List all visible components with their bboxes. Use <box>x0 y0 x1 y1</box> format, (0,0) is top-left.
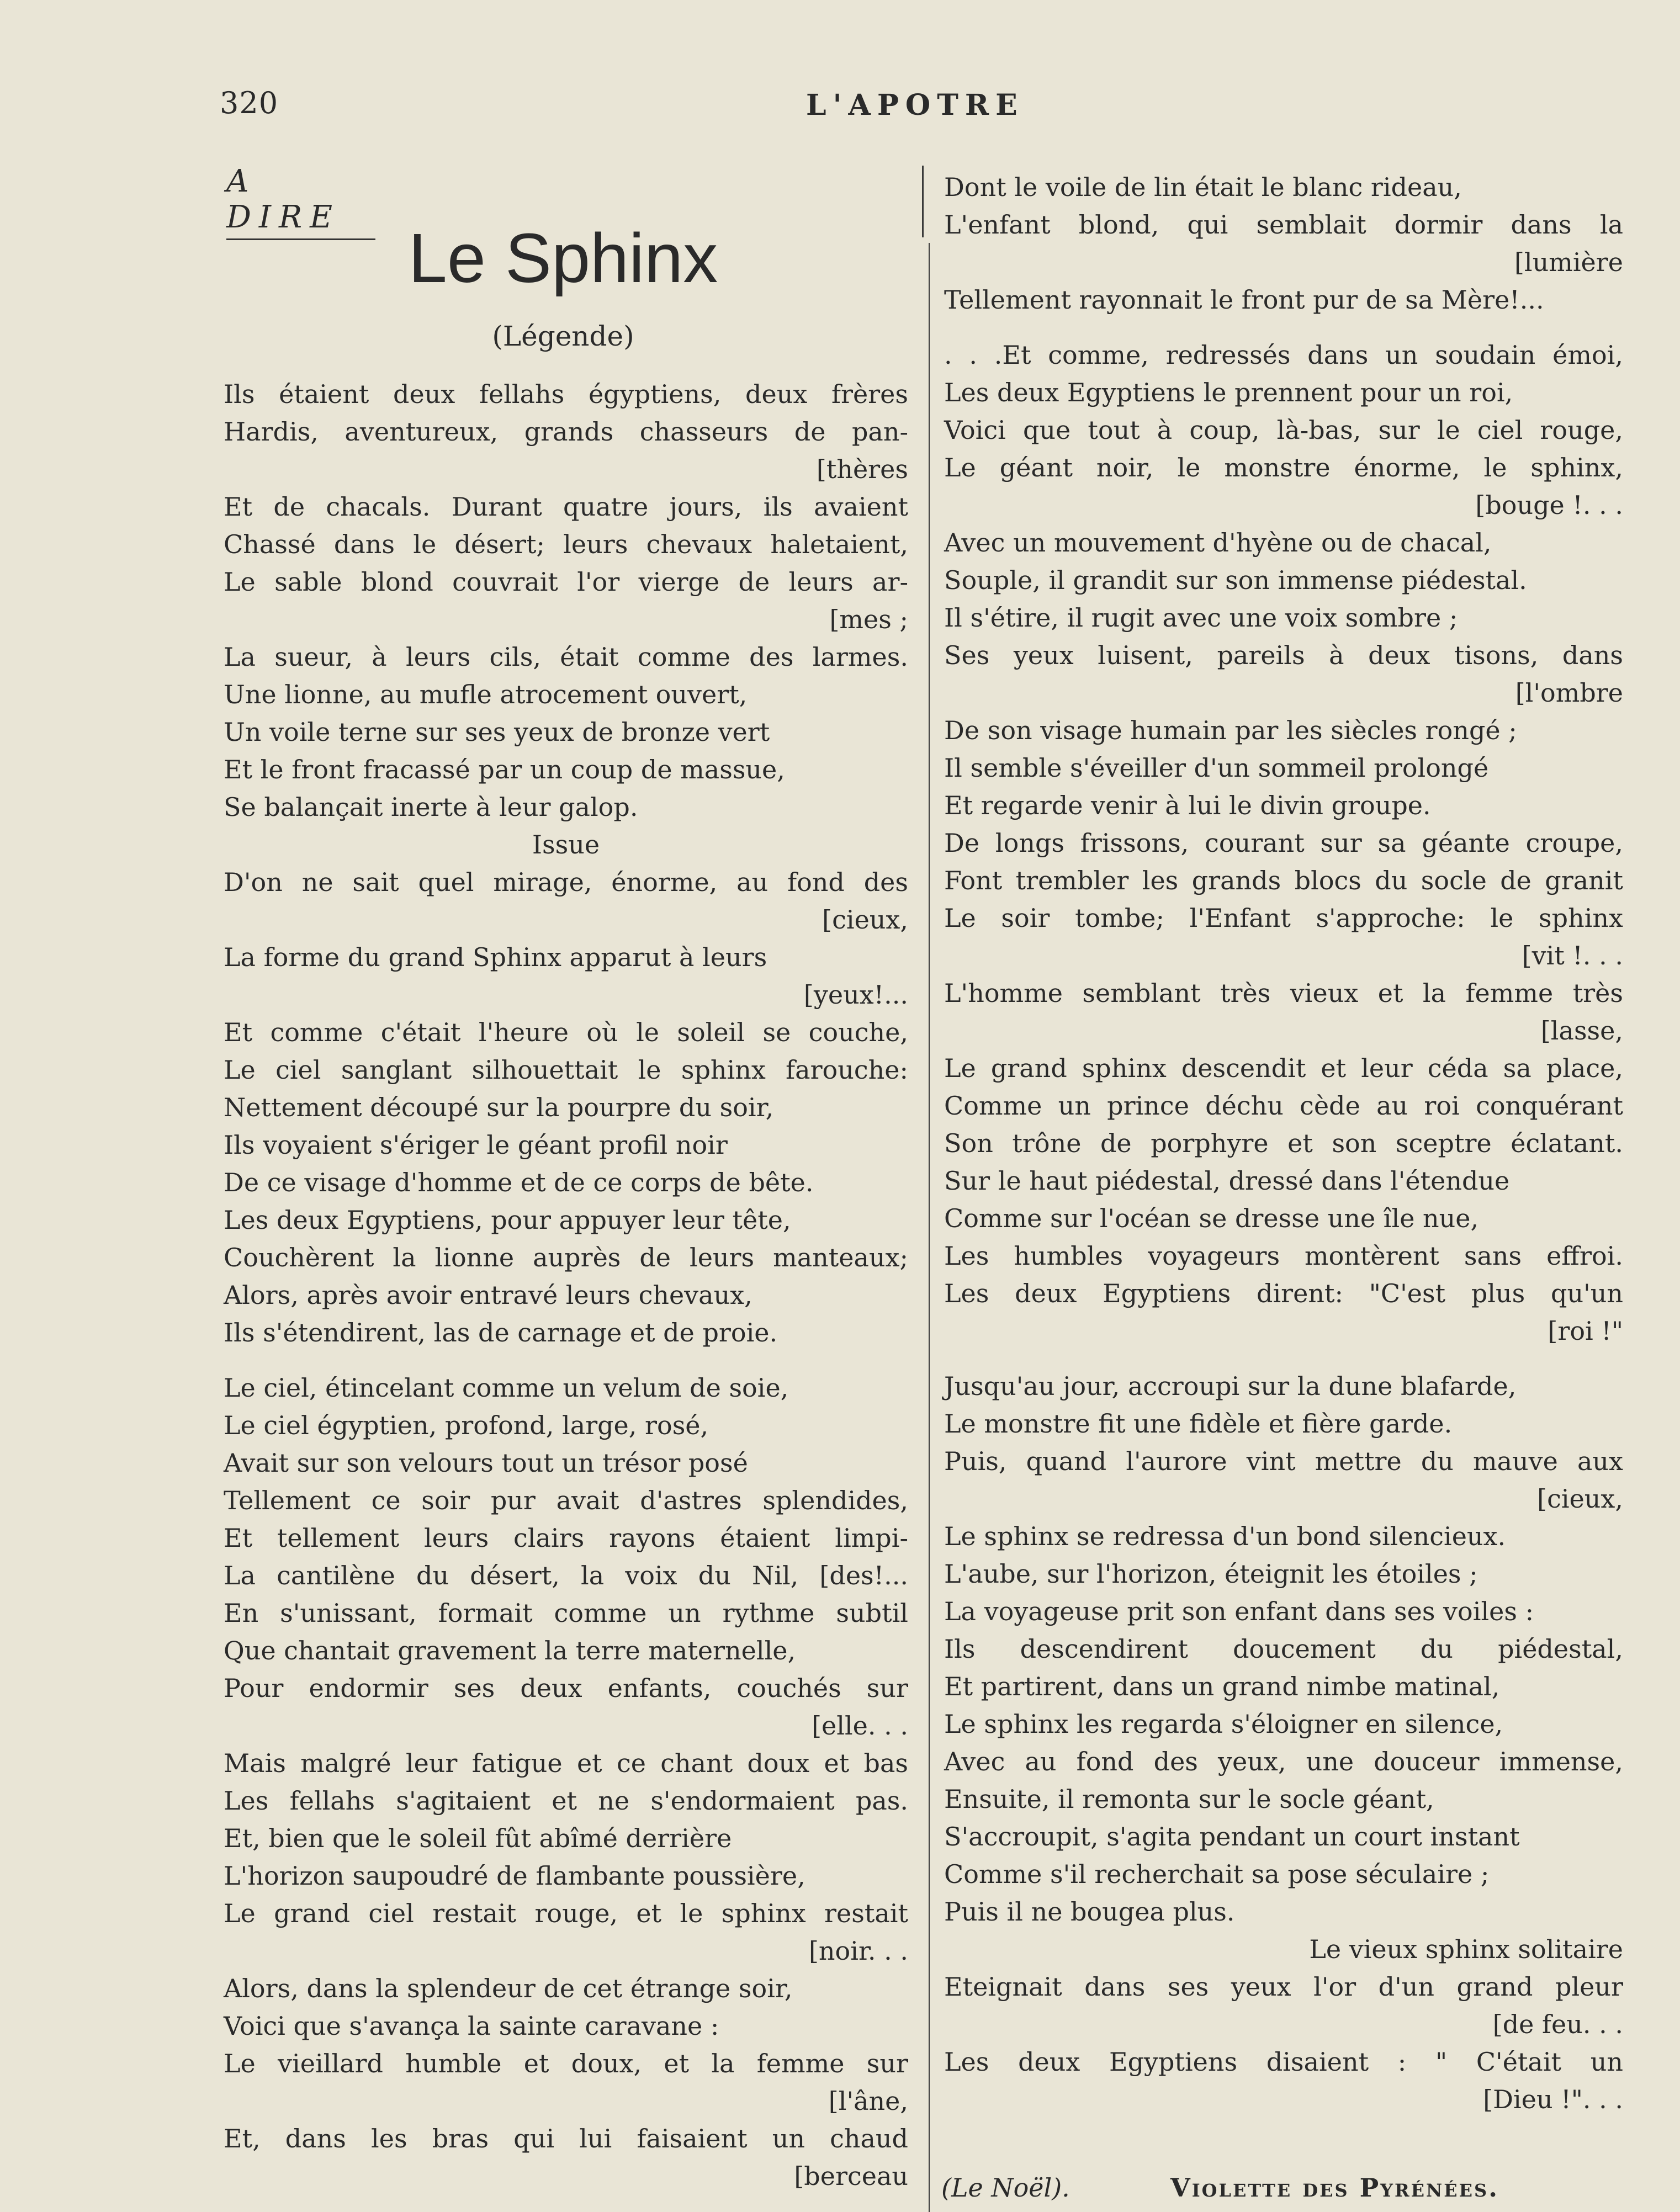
verse-line: Comme sur l'océan se dresse une île nue, <box>944 1203 1479 1233</box>
verse-line: Et comme c'était l'heure où le soleil se couche, <box>224 1017 908 1047</box>
verse-line: Le vieux sphinx solitaire <box>1309 1934 1623 1964</box>
section-rubric: A DIRE <box>226 163 375 240</box>
verse-line: D'on ne sait quel mirage, énorme, au fond des <box>224 867 908 897</box>
verse-line: Ses yeux luisent, pareils à deux tisons, dans <box>944 640 1623 670</box>
verse-line: Ils descendirent doucement du piédestal, <box>944 1634 1623 1664</box>
verse-line: Sur le haut piédestal, dressé dans l'étendue <box>944 1166 1510 1196</box>
verse-line: De son visage humain par les siècles rongé ; <box>944 715 1517 745</box>
verse-line: La sueur, à leurs cils, était comme des larmes. <box>224 642 908 672</box>
verse-line: Eteignait dans ses yeux l'or d'un grand pleur <box>944 1972 1623 2002</box>
verse-line: Et partirent, dans un grand nimbe matinal, <box>944 1672 1500 1701</box>
verse-line: Il semble s'éveiller d'un sommeil prolongé <box>944 753 1489 783</box>
poem-subtitle: (Légende) <box>492 320 634 352</box>
verse-line: Les humbles voyageurs montèrent sans effroi. <box>944 1241 1623 1271</box>
verse-line: La voyageuse prit son enfant dans ses voiles : <box>944 1596 1534 1626</box>
verse-line: [mes ; <box>829 604 908 634</box>
verse-line: Que chantait gravement la terre maternelle, <box>224 1636 796 1665</box>
verse-line: [elle. . . <box>812 1711 908 1741</box>
verse-line: Les deux Egyptiens disaient : " C'était un <box>944 2047 1623 2077</box>
verse-line: Et, bien que le soleil fût abîmé derrière <box>224 1823 732 1853</box>
verse-line: Le sable blond couvrait l'or vierge de leurs ar- <box>224 567 908 597</box>
verse-line: De longs frissons, courant sur sa géante croupe, <box>944 828 1623 858</box>
verse-line: Et regarde venir à lui le divin groupe. <box>944 791 1431 820</box>
verse-line: L'homme semblant très vieux et la femme très <box>944 978 1623 1008</box>
verse-line: Alors, après avoir entravé leurs chevaux, <box>224 1280 752 1310</box>
verse-line: Son trône de porphyre et son sceptre éclatant. <box>944 1128 1623 1158</box>
verse-line: Comme s'il recherchait sa pose séculaire ; <box>944 1859 1490 1889</box>
verse-line: La cantilène du désert, la voix du Nil, [des!... <box>224 1561 908 1590</box>
column-rule <box>929 243 930 2212</box>
verse-line: Puis, quand l'aurore vint mettre du mauve aux <box>944 1446 1623 1476</box>
verse-line: Voici que tout à coup, là-bas, sur le ciel rouge, <box>944 415 1623 445</box>
verse-line: [lumière <box>1514 247 1623 277</box>
running-title: L'APOTRE <box>806 88 1024 122</box>
verse-line: Font trembler les grands blocs du socle de granit <box>944 866 1623 895</box>
verse-line: Puis il ne bougea plus. <box>944 1897 1235 1927</box>
poem-column-right <box>944 168 1623 2118</box>
verse-line: Hardis, aventureux, grands chasseurs de pan- <box>224 417 908 447</box>
verse-line: Pour endormir ses deux enfants, couchés sur <box>224 1673 908 1703</box>
verse-line: Se balançait inerte à leur galop. <box>224 792 638 822</box>
verse-line: Souple, il grandit sur son immense piédestal. <box>944 565 1527 595</box>
verse-line: Alors, dans la splendeur de cet étrange soir, <box>224 1974 793 2003</box>
page-number: 320 <box>220 86 279 120</box>
verse-line: Dont le voile de lin était le blanc rideau, <box>944 172 1462 202</box>
verse-line: Une lionne, au mufle atrocement ouvert, <box>224 680 748 709</box>
verse-line: Un voile terne sur ses yeux de bronze vert <box>224 717 770 747</box>
author-name: Violette des Pyrénées. <box>1170 2173 1499 2203</box>
verse-line: [Dieu !". . . <box>1483 2084 1623 2114</box>
verse-line: L'horizon saupoudré de flambante poussière, <box>224 1861 805 1891</box>
verse-line: Tellement rayonnait le front pur de sa Mère!... <box>944 285 1544 315</box>
verse-line: Le sphinx se redressa d'un bond silencieux. <box>944 1521 1506 1551</box>
verse-line: Voici que s'avança la sainte caravane : <box>224 2011 719 2041</box>
verse-line: Le soir tombe; l'Enfant s'approche: le sphinx <box>944 903 1623 933</box>
verse-line: Le vieillard humble et doux, et la femme sur <box>224 2049 908 2078</box>
verse-line: Mais malgré leur fatigue et ce chant doux et bas <box>224 1748 908 1778</box>
column-rule-top <box>922 166 924 237</box>
verse-line: L'aube, sur l'horizon, éteignit les étoiles ; <box>944 1559 1478 1589</box>
verse-line: Chassé dans le désert; leurs chevaux haletaient, <box>224 529 908 559</box>
verse-line: Ils voyaient s'ériger le géant profil noir <box>224 1130 728 1160</box>
verse-line: Tellement ce soir pur avait d'astres splendides, <box>224 1486 908 1515</box>
verse-line: [vit !. . . <box>1522 941 1623 970</box>
verse-line: [thères <box>816 454 908 484</box>
verse-line: Issue <box>532 830 600 860</box>
verse-line: Ensuite, il remonta sur le socle géant, <box>944 1784 1434 1814</box>
source-credit: (Le Noël). <box>941 2173 1070 2203</box>
poem-column-left <box>224 375 908 2195</box>
verse-line: Le grand sphinx descendit et leur céda sa place, <box>944 1053 1623 1083</box>
verse-line: [lasse, <box>1540 1016 1623 1046</box>
verse-line: Avec au fond des yeux, une douceur immense, <box>944 1747 1623 1776</box>
verse-line: Avait sur son velours tout un trésor posé <box>224 1448 748 1478</box>
verse-line: [cieux, <box>1537 1484 1623 1514</box>
verse-line: Il s'étire, il rugit avec une voix sombre ; <box>944 603 1458 633</box>
verse-line: Et le front fracassé par un coup de massue, <box>224 755 785 784</box>
verse-line: [l'âne, <box>828 2086 908 2116</box>
verse-line: Jusqu'au jour, accroupi sur la dune blafarde, <box>944 1371 1517 1401</box>
verse-line: [cieux, <box>822 905 908 935</box>
verse-line: Les deux Egyptiens dirent: "C'est plus qu'un <box>944 1279 1623 1308</box>
verse-line: [yeux!... <box>803 980 908 1010</box>
verse-line: En s'unissant, formait comme un rythme subtil <box>224 1598 908 1628</box>
verse-line: Le ciel sanglant silhouettait le sphinx farouche: <box>224 1055 908 1085</box>
poem-title: Le Sphinx <box>408 219 718 297</box>
verse-line: Comme un prince déchu cède au roi conquérant <box>944 1091 1623 1121</box>
verse-line: De ce visage d'homme et de ce corps de bête. <box>224 1168 814 1197</box>
verse-line: Couchèrent la lionne auprès de leurs manteaux; <box>224 1243 908 1272</box>
verse-line: S'accroupit, s'agita pendant un court instant <box>944 1822 1520 1852</box>
verse-line: [de feu. . . <box>1492 2009 1623 2039</box>
verse-line: [berceau <box>794 2161 908 2191</box>
verse-line: [noir. . . <box>808 1936 908 1966</box>
verse-line: [roi !" <box>1547 1316 1623 1346</box>
verse-line: Le géant noir, le monstre énorme, le sphinx, <box>944 453 1623 482</box>
verse-line: Le ciel, étincelant comme un velum de soie, <box>224 1373 789 1403</box>
verse-line: Ils étaient deux fellahs égyptiens, deux frères <box>224 379 908 409</box>
verse-line: Les deux Egyptiens le prennent pour un roi, <box>944 378 1513 407</box>
verse-line: Le monstre fit une fidèle et fière garde. <box>944 1409 1453 1439</box>
verse-line: L'enfant blond, qui semblait dormir dans la <box>944 210 1623 240</box>
verse-line: Et de chacals. Durant quatre jours, ils avaient <box>224 492 908 522</box>
verse-line: Nettement découpé sur la pourpre du soir, <box>224 1092 774 1122</box>
verse-line: La forme du grand Sphinx apparut à leurs <box>224 942 767 972</box>
verse-line: Et, dans les bras qui lui faisaient un chaud <box>224 2124 908 2153</box>
verse-line: Et tellement leurs clairs rayons étaient limpi- <box>224 1523 908 1553</box>
verse-line: Les deux Egyptiens, pour appuyer leur tête, <box>224 1205 791 1235</box>
verse-line: Le ciel égyptien, profond, large, rosé, <box>224 1410 709 1440</box>
verse-line: Le sphinx les regarda s'éloigner en silence, <box>944 1709 1503 1739</box>
verse-line: . . .Et comme, redressés dans un soudain émoi, <box>944 340 1623 370</box>
verse-line: Ils s'étendirent, las de carnage et de proie. <box>224 1318 778 1348</box>
verse-line: [bouge !. . . <box>1475 490 1623 520</box>
verse-line: Le grand ciel restait rouge, et le sphinx restait <box>224 1898 908 1928</box>
verse-line: [l'ombre <box>1515 678 1623 708</box>
verse-line: Les fellahs s'agitaient et ne s'endormaient pas. <box>224 1786 908 1816</box>
verse-line: Avec un mouvement d'hyène ou de chacal, <box>944 528 1492 558</box>
